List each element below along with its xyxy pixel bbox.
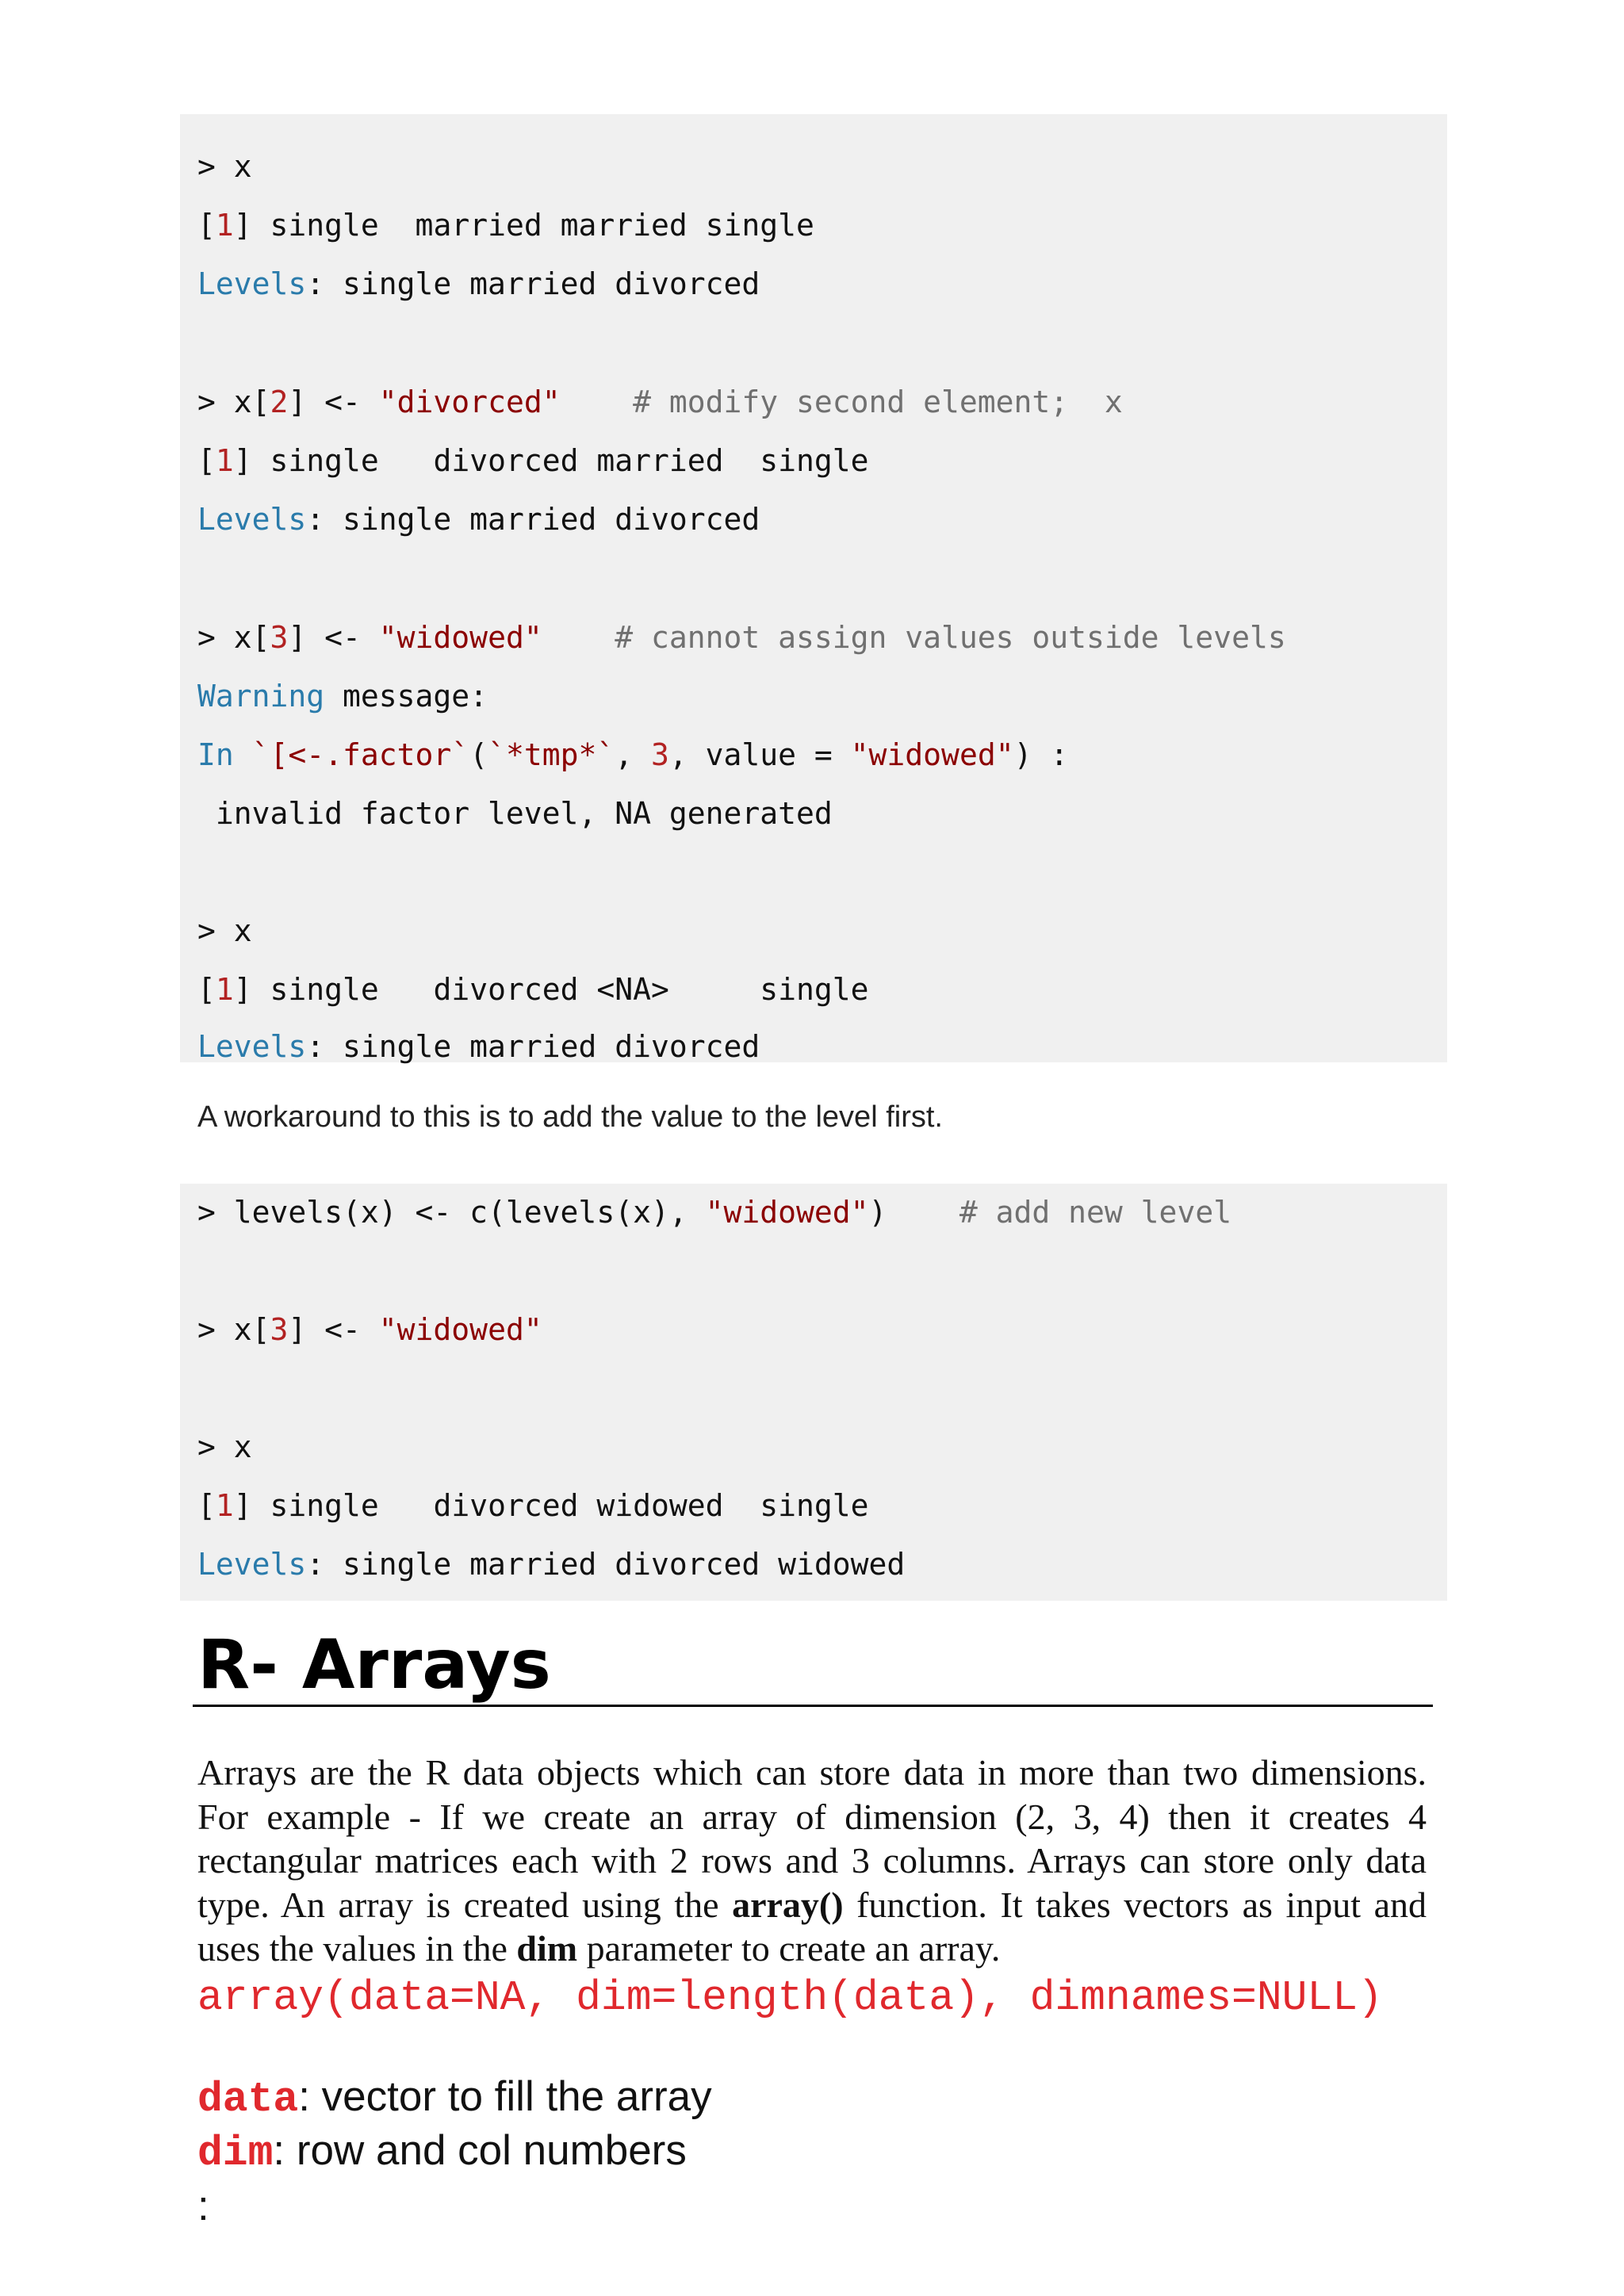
code-block-2 [180, 1184, 1447, 1601]
code-line: > x [197, 913, 252, 948]
code-line: In `[<-.factor`(`*tmp*`, 3, value = "widowed") : [197, 737, 1069, 772]
code-block-1 [180, 114, 1447, 1062]
code-line: > x[3] <- "widowed" [197, 1312, 542, 1347]
code-line: Levels: single married divorced widowed [197, 1547, 906, 1582]
code-line: Levels: single married divorced [197, 502, 760, 537]
param-dim: dim: row and col numbers [197, 2127, 687, 2177]
heading-underline [193, 1705, 1433, 1707]
code-line: [1] single divorced widowed single [197, 1488, 869, 1523]
trailing-colon: : [197, 2183, 209, 2229]
code-line: > x [197, 1429, 252, 1464]
code-line: > x [197, 149, 252, 184]
code-line: invalid factor level, NA generated [197, 796, 833, 831]
param-data: data: vector to fill the array [197, 2073, 712, 2123]
array-signature: array(data=NA, dim=length(data), dimnames=NULL) [197, 1974, 1383, 2022]
code-line: [1] single divorced married single [197, 443, 869, 478]
arrays-paragraph: Arrays are the R data objects which can store data in more than two dimensions. For example - If we create an array of dimension (2, 3, 4) then it creates 4 rectangular matrices each with 2 rows and 3 columns. Arrays can store only data type. An array is created using the array() function. It takes vectors as input and uses the values in the dim parameter to create an array. [197, 1752, 1427, 1969]
code-line: > levels(x) <- c(levels(x), "widowed") # add new level [197, 1195, 1232, 1230]
section-heading: R- Arrays [197, 1625, 551, 1705]
code-line: Levels: single married divorced [197, 1029, 760, 1064]
code-line: > x[3] <- "widowed" # cannot assign values outside levels [197, 620, 1286, 655]
code-line: Warning message: [197, 679, 488, 714]
code-line: > x[2] <- "divorced" # modify second element; x [197, 385, 1123, 419]
code-line: [1] single married married single [197, 208, 814, 243]
code-line: [1] single divorced <NA> single [197, 972, 869, 1007]
code-line: Levels: single married divorced [197, 266, 760, 301]
workaround-text: A workaround to this is to add the value to the level first. [197, 1100, 943, 1134]
